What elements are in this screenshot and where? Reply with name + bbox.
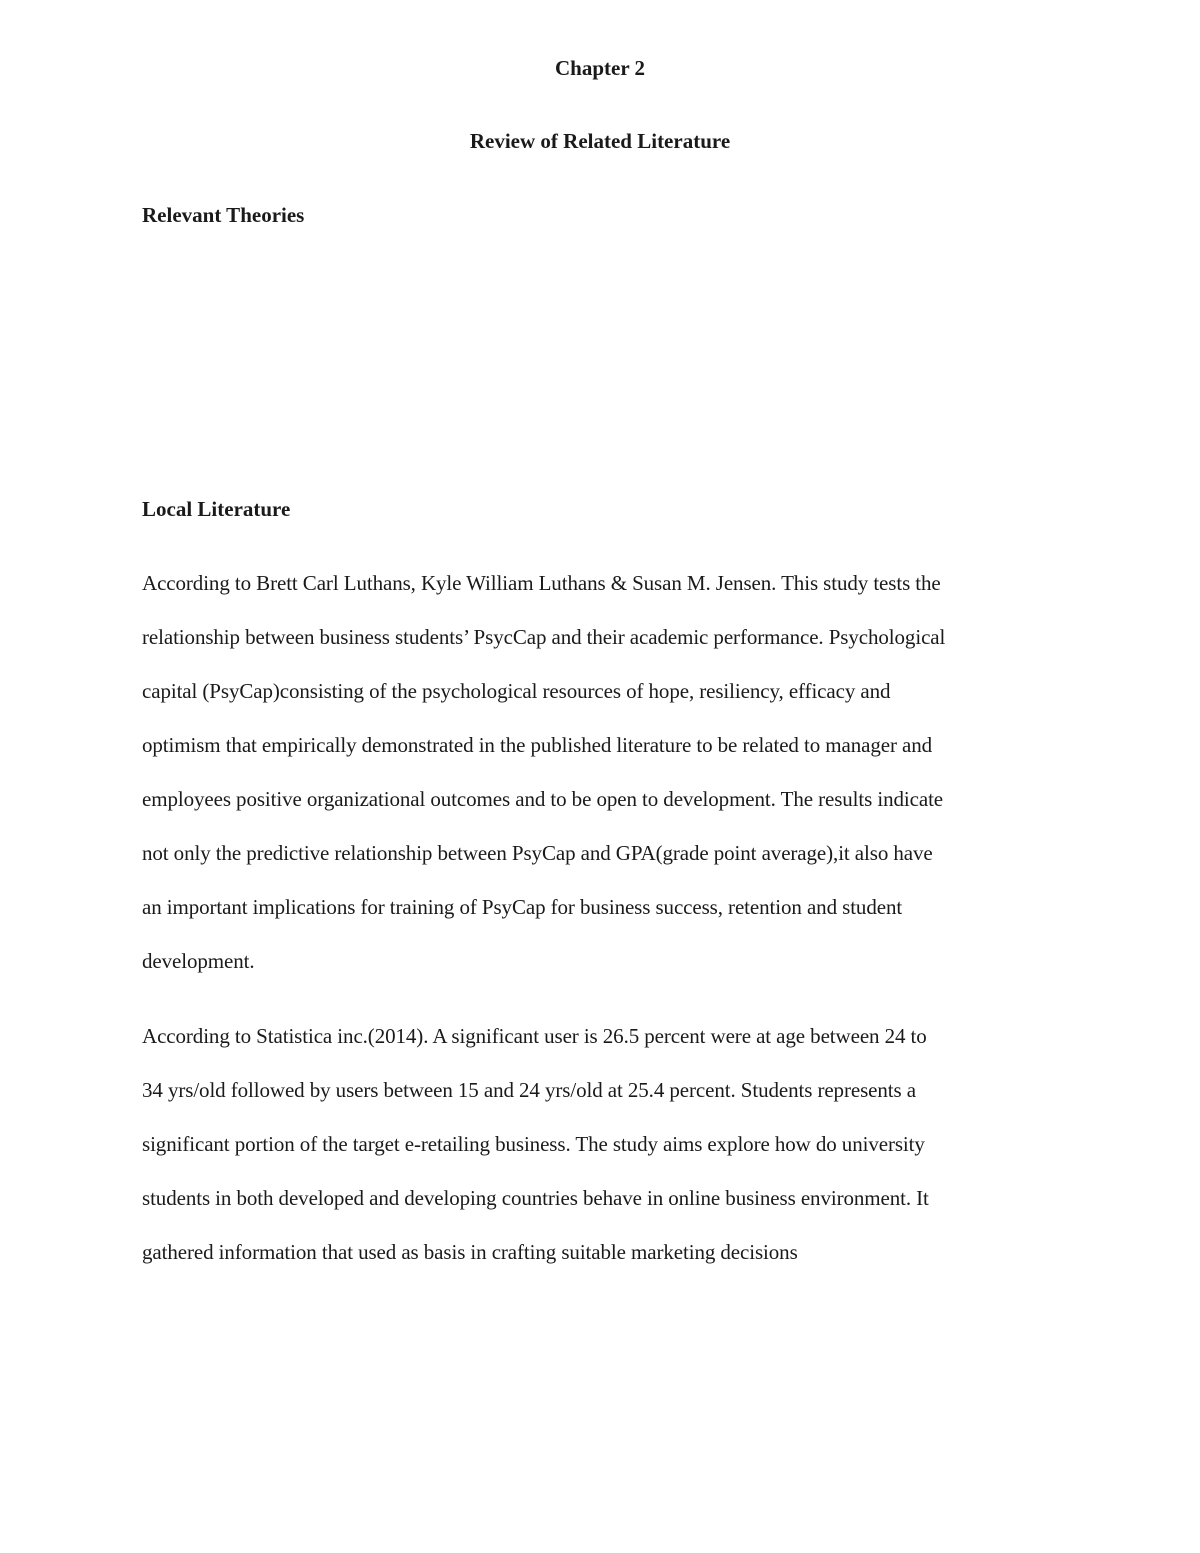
paragraph-line: According to Brett Carl Luthans, Kyle William Luthans & Susan M. Jensen. This study tests the [142, 571, 941, 595]
section-heading-local-literature: Local Literature [142, 497, 291, 521]
paragraph-line: capital (PsyCap)consisting of the psychological resources of hope, resiliency, efficacy and [142, 679, 891, 703]
paragraph-line: students in both developed and developing countries behave in online business environment. It [142, 1186, 929, 1210]
paragraph-line: not only the predictive relationship between PsyCap and GPA(grade point average),it also have [142, 841, 933, 865]
paragraph-luthans [142, 556, 1067, 988]
section-heading-relevant-theories: Relevant Theories [142, 203, 305, 227]
paragraph-line: relationship between business students’ PsycCap and their academic performance. Psychological [142, 625, 946, 649]
paragraph-line: employees positive organizational outcomes and to be open to development. The results indicate [142, 787, 944, 811]
paragraph-line: development. [142, 949, 255, 973]
paragraph-line: significant portion of the target e-retailing business. The study aims explore how do university [142, 1132, 925, 1156]
paragraph-line: gathered information that used as basis in crafting suitable marketing decisions [142, 1240, 798, 1264]
paragraph-line: optimism that empirically demonstrated in the published literature to be related to manager and [142, 733, 933, 757]
paragraph-line: According to Statistica inc.(2014). A significant user is 26.5 percent were at age between 24 to [142, 1024, 927, 1048]
paragraph-line: an important implications for training of PsyCap for business success, retention and student [142, 895, 903, 919]
paragraph-statistica [142, 1009, 1067, 1279]
page-title: Review of Related Literature [469, 129, 731, 153]
paragraph-line: 34 yrs/old followed by users between 15 and 24 yrs/old at 25.4 percent. Students represents a [142, 1078, 916, 1102]
chapter-heading: Chapter 2 [554, 56, 646, 80]
